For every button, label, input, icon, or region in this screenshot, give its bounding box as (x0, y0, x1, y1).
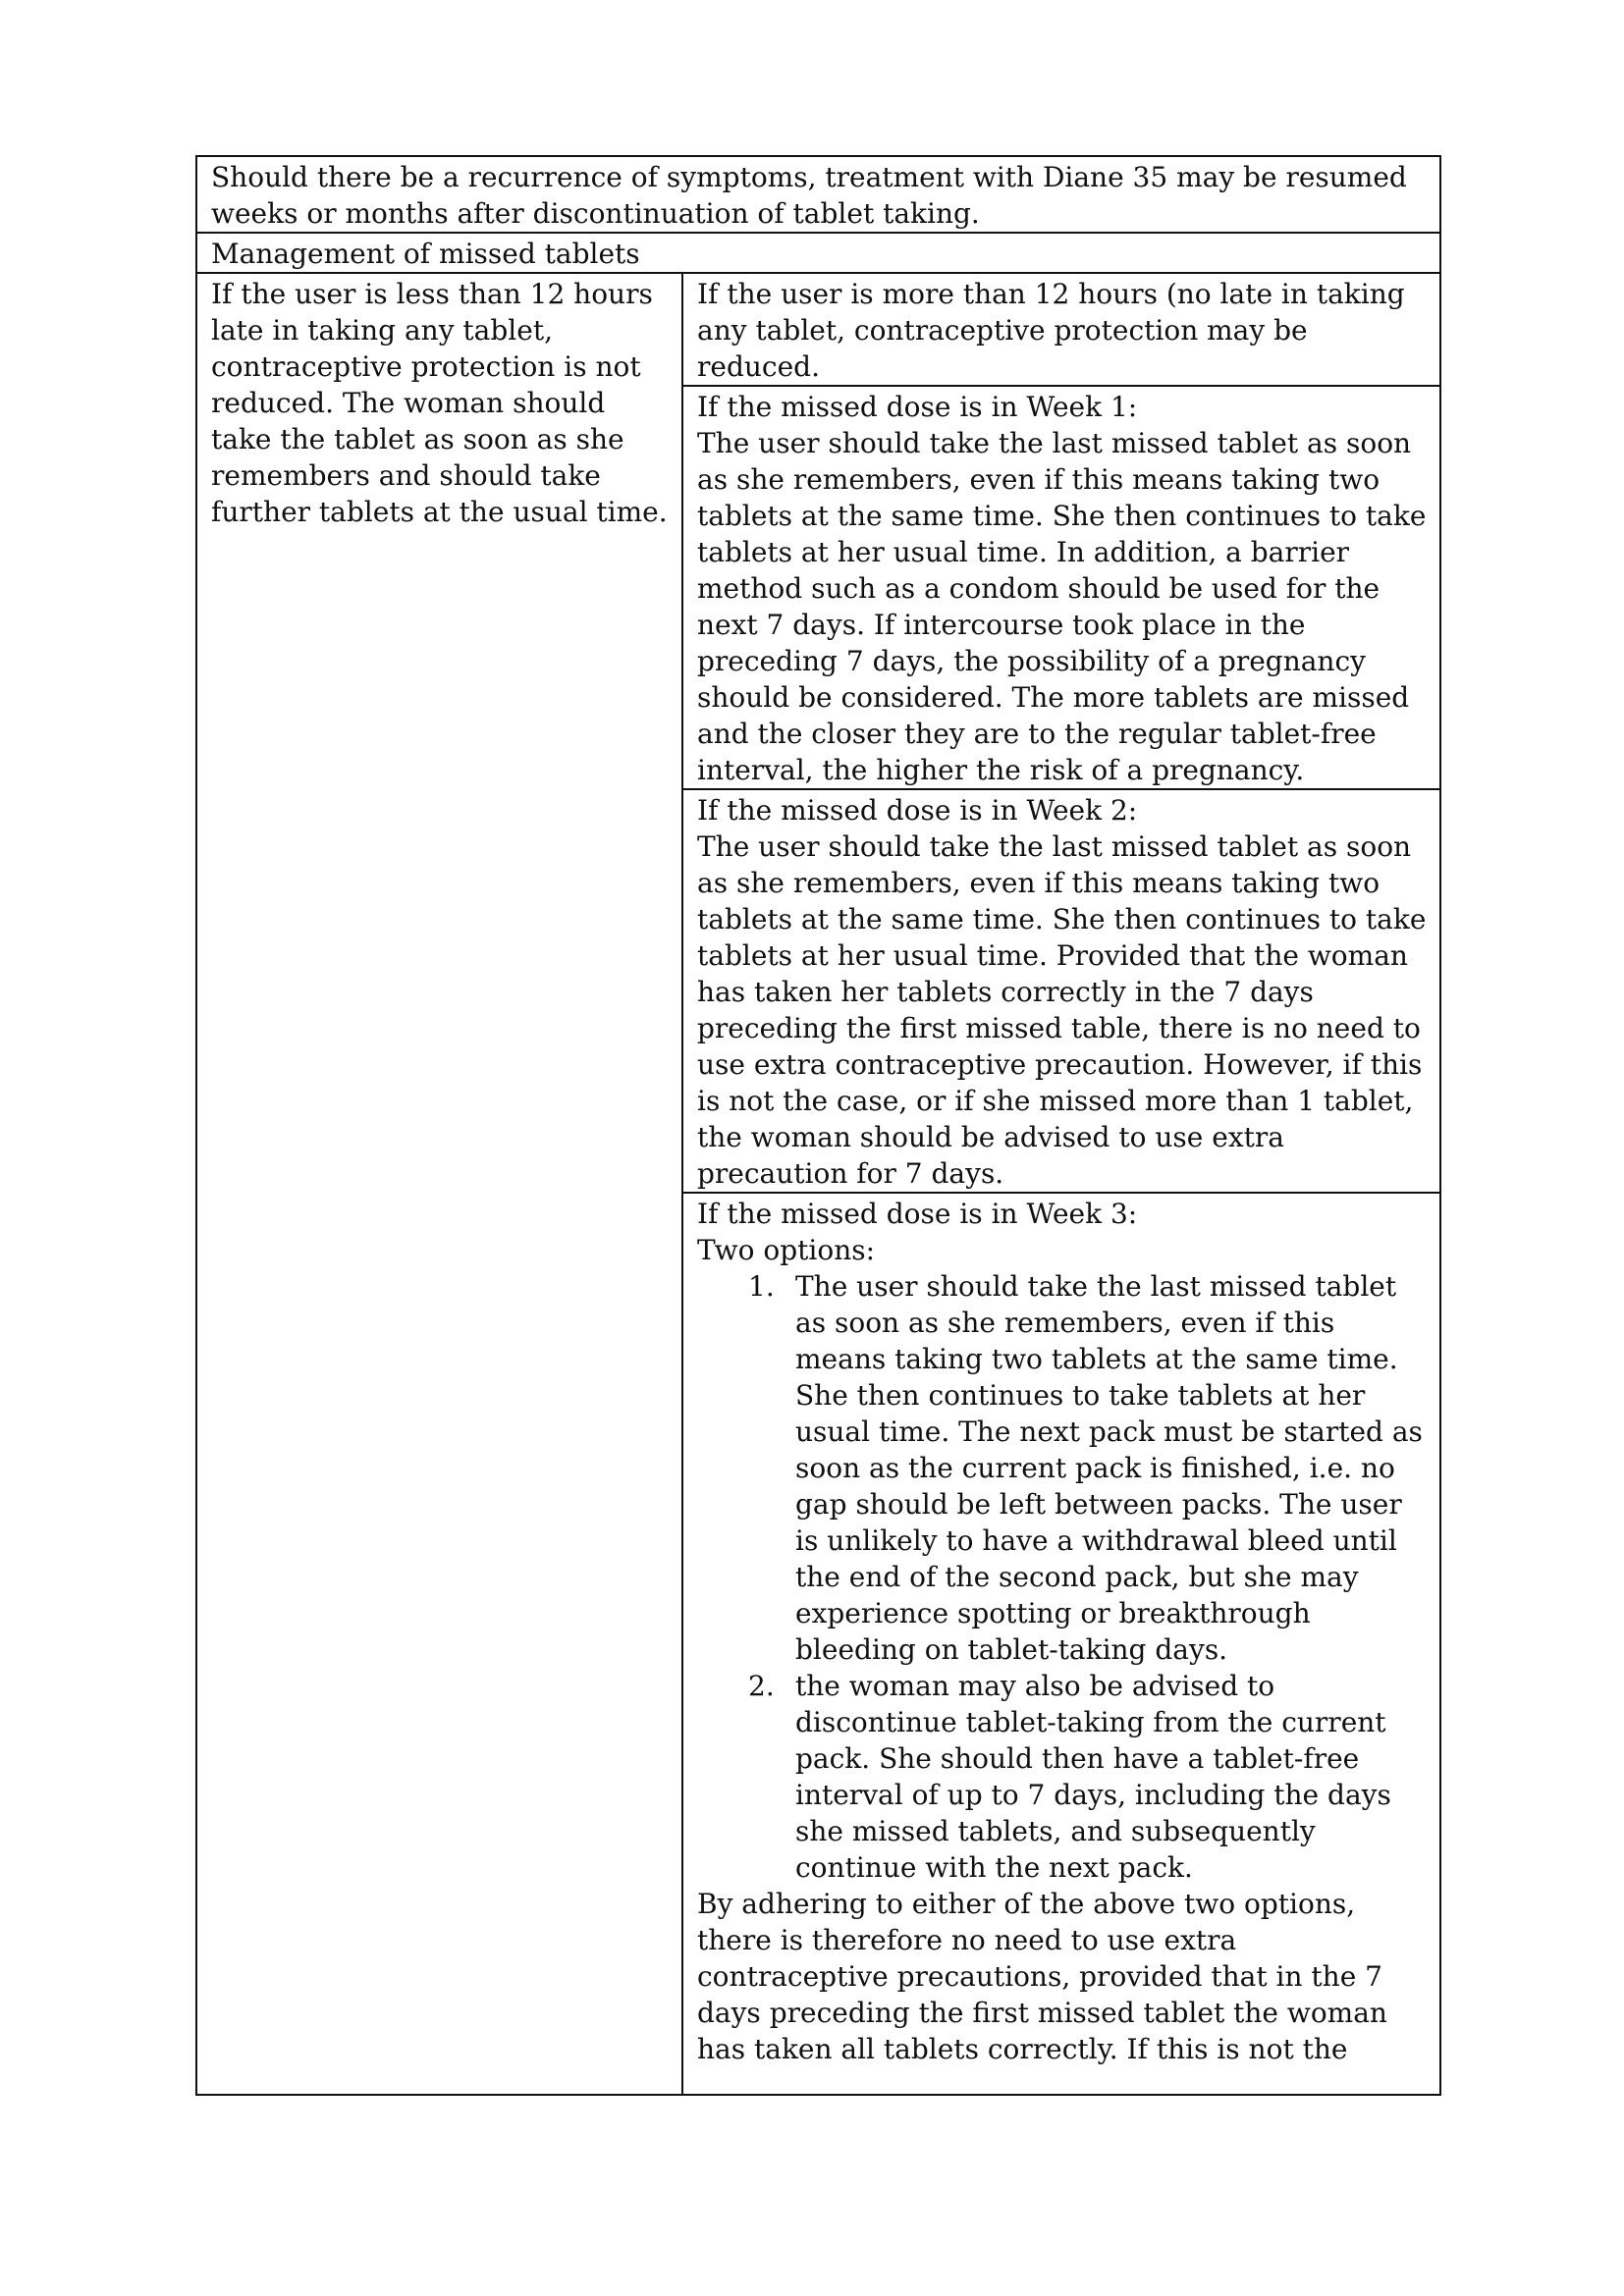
week3-content (697, 1196, 1428, 2094)
intro-cell (196, 156, 1440, 233)
missed-tablets-table (195, 155, 1441, 2096)
list-item-number: 1. (748, 1270, 775, 1303)
list-item-number: 2. (748, 1670, 775, 1702)
more-than-12-text: If the user is more than 12 hours (no late in taking any tablet, contraceptive protection may be reduced. (697, 278, 1405, 383)
less-than-12-cell (196, 273, 682, 2095)
list-item-text: the woman may also be advised to discontinue tablet-taking from the current pack. She should then have a tablet-free interval of up to 7 days, including the days she missed tablets, and subsequently continue with the next pack. (795, 1670, 1391, 1884)
week1-heading: If the missed dose is in Week 1: (697, 391, 1138, 423)
section-heading: Management of missed tablets (211, 238, 640, 270)
week3-options-list (697, 1268, 1428, 1886)
less-than-12-text: If the user is less than 12 hours late in taking any tablet, contraceptive protection is not reduced. The woman should take the tablet as soon as she remembers and should take further tablets at the usual time. (211, 278, 668, 528)
week2-heading: If the missed dose is in Week 2: (697, 794, 1138, 827)
heading-cell (196, 233, 1440, 273)
week2-body: The user should take the last missed tablet as soon as she remembers, even if this means taking two tablets at the same time. She then continues to take tablets at her usual time. Provided that the woman has taken her tablets correctly in the 7 days preceding the first missed table, there is no need to use extra contraceptive precaution. However, if this is not the case, or if she missed more than 1 tablet, the woman should be advised to use extra precaution for 7 days. (697, 830, 1427, 1190)
week3-heading: If the missed dose is in Week 3: (697, 1198, 1138, 1230)
week3-options-intro: Two options: (697, 1234, 876, 1266)
heading-row (196, 233, 1440, 273)
recurrence-text: Should there be a recurrence of symptoms, treatment with Diane 35 may be resumed weeks or months after discontinuation of tablet taking. (211, 161, 1407, 230)
week3-closing: By adhering to either of the above two options, there is therefore no need to use extra contraceptive precautions, provided that in the 7 days preceding the first missed tablet the woman has taken all tablets correctly. If this is not the (697, 1888, 1387, 2065)
week3-cell (682, 1193, 1440, 2095)
list-item (697, 1668, 1428, 1886)
intro-row (196, 156, 1440, 233)
week2-cell (682, 789, 1440, 1193)
list-item-text: The user should take the last missed tablet as soon as she remembers, even if this means taking two tablets at the same time. She then continues to take tablets at her usual time. The next pack must be started as soon as the current pack is finished, i.e. no gap should be left between packs. The user is unlikely to have a withdrawal bleed until the end of the second pack, but she may experience spotting or breakthrough bleeding on tablet-taking days. (795, 1270, 1423, 1666)
week1-body: The user should take the last missed tablet as soon as she remembers, even if this means taking two tablets at the same time. She then continues to take tablets at her usual time. In addition, a barrier method such as a condom should be used for the next 7 days. If intercourse took place in the preceding 7 days, the possibility of a pregnancy should be considered. The more tablets are missed and the closer they are to the regular tablet-free interval, the higher the risk of a pregnancy. (697, 427, 1427, 786)
more-than-12-cell (682, 273, 1440, 386)
more-than-12-row (196, 273, 1440, 386)
list-item (697, 1268, 1428, 1668)
week1-cell (682, 386, 1440, 789)
